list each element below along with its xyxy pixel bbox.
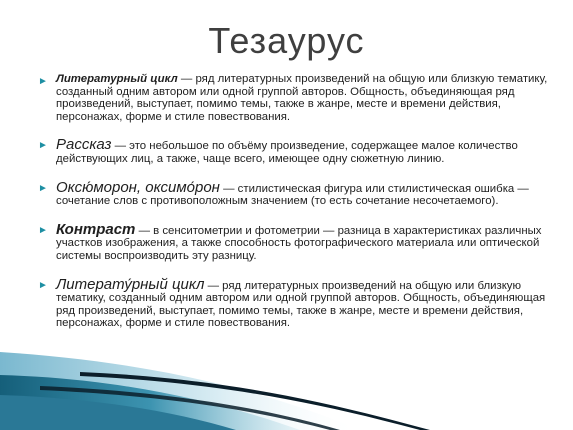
entry-term: Литературный цикл bbox=[56, 73, 178, 85]
triangle-right-icon: ► bbox=[38, 279, 48, 291]
entry-term: Рассказ bbox=[56, 136, 112, 154]
entry-term: Оксю́морон, оксимо́рон bbox=[56, 178, 220, 196]
entry-definition: — это небольшое по объёму произведение, содержащее малое количество действующих лиц, а также, чаще всего, имеющее одну сюжетную линию. bbox=[56, 140, 518, 165]
list-item bbox=[38, 180, 548, 208]
entry-term: Литерату́рный цикл bbox=[56, 275, 205, 293]
triangle-right-icon: ► bbox=[38, 140, 48, 152]
entry-definition: — ряд литературных произведений на общую или близкую тематику, созданный одним автором или одной группой авторов. Общность, объединяющая ряд произведений, выступает, помимо темы, также в жанре, месте и времени действия, персонажах, форме и стиле повествования. bbox=[56, 279, 546, 330]
entry-definition: — ряд литературных произведений на общую или близкую тематику, созданный одним автором или одной группой авторов. Общность, объединяющая ряд произведений, выступает, помимо темы, также в жанре, месте и времени действия, персонажах, форме и стиле повествования. bbox=[56, 73, 548, 123]
thesaurus-list bbox=[38, 73, 548, 330]
list-item bbox=[38, 137, 548, 165]
entry-definition: — в сенситометрии и фотометрии — разница в характеристиках различных участков изображения, а также способность фотографического материала или оптической системы воспроизводить эту разницу. bbox=[56, 224, 542, 262]
list-item bbox=[38, 222, 548, 263]
triangle-right-icon: ► bbox=[38, 76, 48, 87]
triangle-right-icon: ► bbox=[38, 182, 48, 194]
entry-term: Контраст bbox=[56, 220, 136, 238]
triangle-right-icon: ► bbox=[38, 224, 48, 236]
list-item bbox=[38, 277, 548, 330]
entry-definition: — стилистическая фигура или стилистическая ошибка — сочетание слов с противоположным значением (то есть сочетание несочетаемого). bbox=[56, 182, 529, 208]
slide-title: Тезаурус bbox=[208, 20, 365, 61]
list-item bbox=[38, 73, 548, 123]
